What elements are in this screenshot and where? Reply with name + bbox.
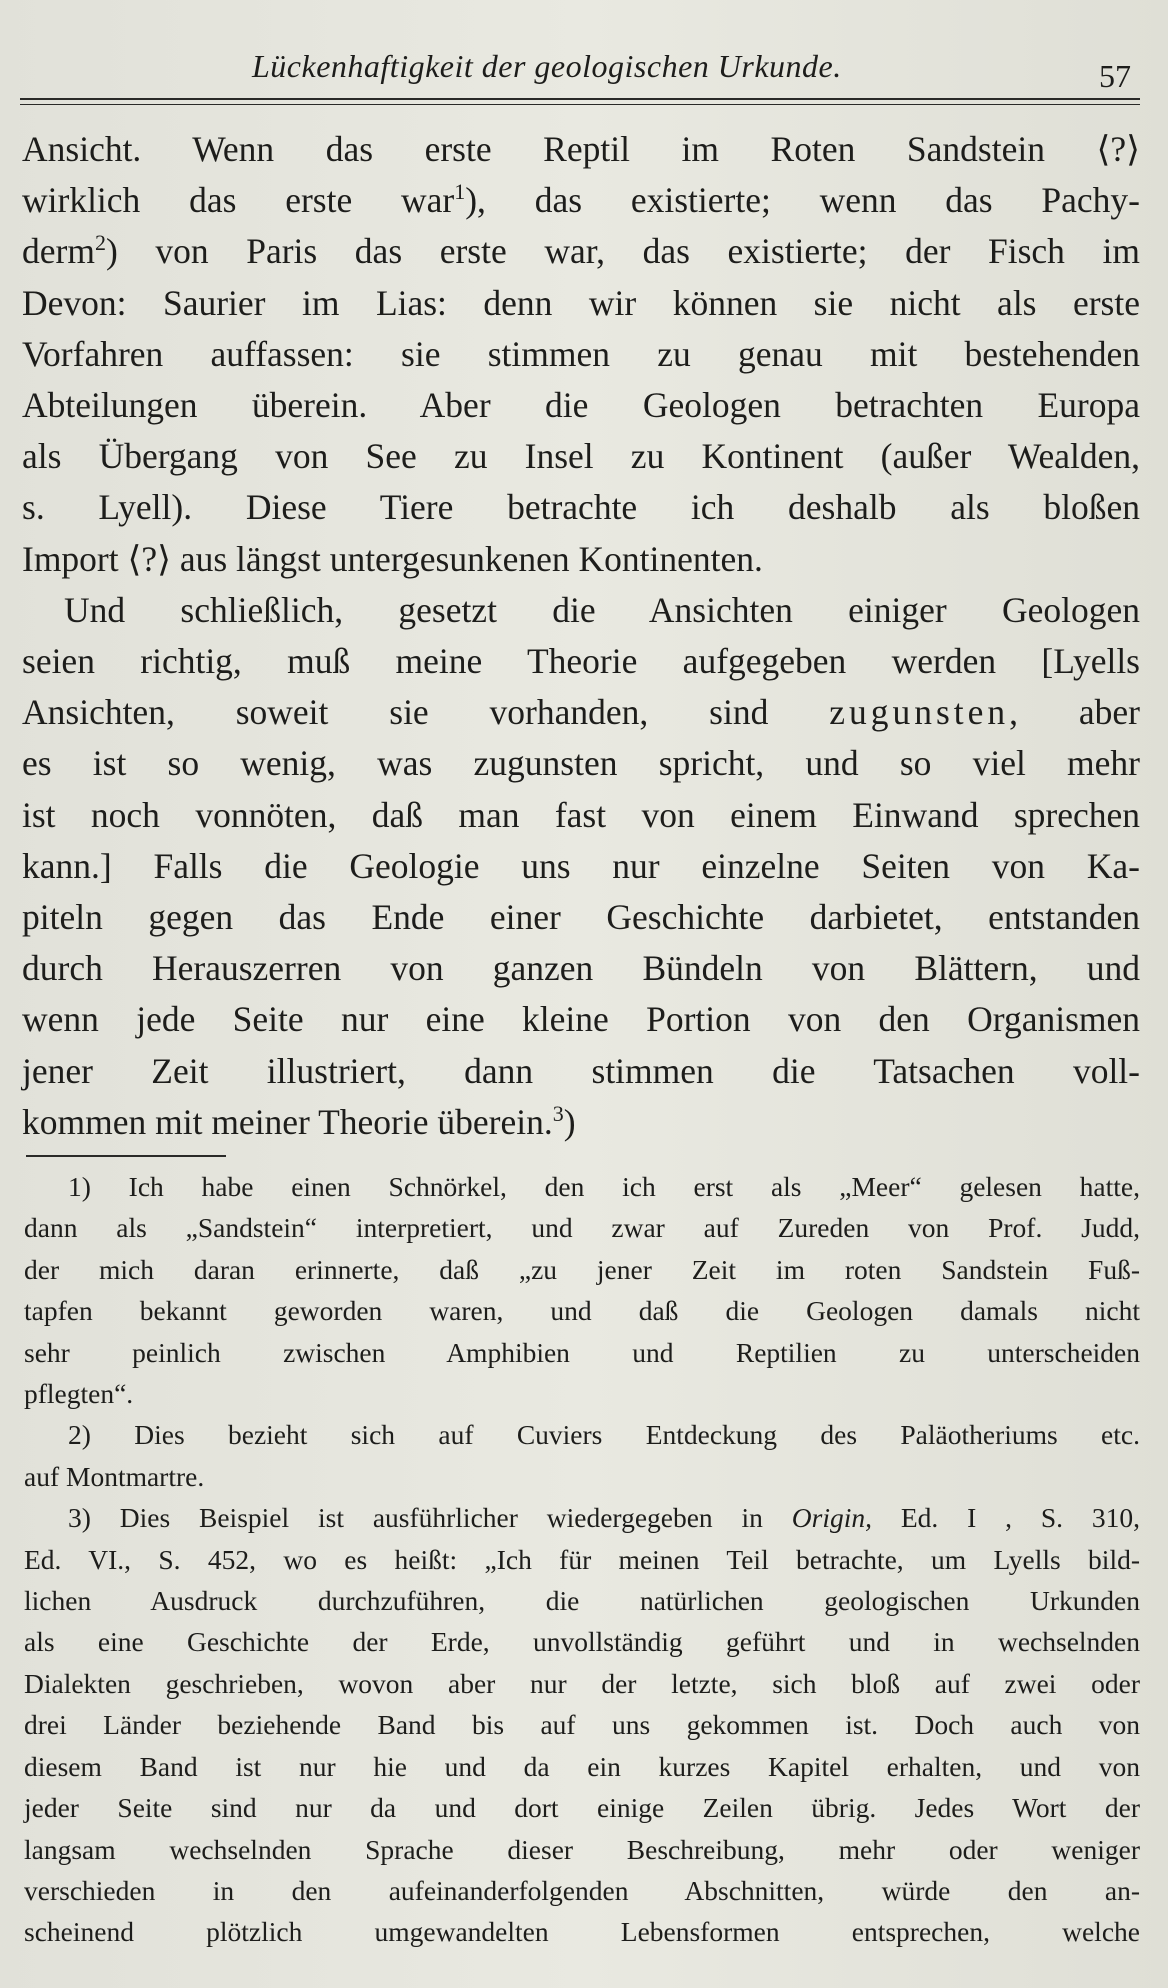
footnote-line: Ed. VI., S. 452, wo es heißt: „Ich für meinen Teil betrachte, um Lyells bild- xyxy=(24,1543,1140,1575)
text-line: Vorfahren auffassen: sie stimmen zu genau mit bestehenden xyxy=(22,333,1140,374)
footnote-ref: 3 xyxy=(552,1101,564,1127)
book-title-origin: Origin, xyxy=(791,1502,873,1534)
text-span: 3) Dies Beispiel ist ausführlicher wiedergegeben in xyxy=(68,1502,763,1534)
text-line xyxy=(22,687,1140,738)
footnote-line: Dialekten geschrieben, wovon aber nur der letzte, sich bloß auf zwei oder xyxy=(24,1667,1140,1699)
text-line: seien richtig, muß meine Theorie aufgegeben werden [Lyells xyxy=(22,641,1140,682)
running-head: Lückenhaftigkeit der geologischen Urkunde. xyxy=(252,48,842,84)
text-span: Ed. I , S. 310, xyxy=(900,1502,1141,1534)
text-span: ), das existierte; wenn das Pachy- xyxy=(465,180,1140,221)
text-span: Ansichten, soweit sie vorhanden, sind xyxy=(22,692,769,733)
text-line: Ansicht. Wenn das erste Reptil im Roten Sandstein ⟨?⟩ xyxy=(22,129,1140,169)
footnote-line: drei Länder beziehende Band bis auf uns gekommen ist. Doch auch von xyxy=(24,1709,1140,1741)
page-header xyxy=(20,48,1140,98)
text-line: jener Zeit illustriert, dann stimmen die Tatsachen voll- xyxy=(22,1050,1140,1091)
footnote-line: sehr peinlich zwischen Amphibien und Reptilien zu unterscheiden xyxy=(24,1336,1140,1368)
text-line: s. Lyell). Diese Tiere betrachte ich deshalb als bloßen xyxy=(22,487,1140,528)
text-line: durch Herauszerren von ganzen Bündeln von Blättern, und xyxy=(22,948,1140,989)
footnote-line: verschieden in den aufeinanderfolgenden Abschnitten, würde den an- xyxy=(24,1874,1140,1906)
footnote-line: langsam wechselnden Sprache dieser Beschreibung, mehr oder weniger xyxy=(24,1833,1140,1865)
footnote-line xyxy=(24,1497,1140,1538)
footnote-rule xyxy=(26,1155,226,1157)
main-text xyxy=(22,124,1140,1148)
text-line xyxy=(22,1097,1140,1148)
text-line: piteln gegen das Ende einer Geschichte darbietet, entstanden xyxy=(22,897,1140,938)
text-line: kann.] Falls die Geologie uns nur einzelne Seiten von Ka- xyxy=(22,845,1140,886)
emphasis-text: zugunsten xyxy=(829,692,1010,733)
footnote-ref: 2 xyxy=(94,230,106,256)
footnote-line: lichen Ausdruck durchzuführen, die natürlichen geologischen Urkunden xyxy=(24,1585,1140,1617)
text-line: Und schließlich, gesetzt die Ansichten einiger Geologen xyxy=(64,589,1140,630)
text-span: ) von Paris das erste war, das existierte; der Fisch im xyxy=(105,231,1140,272)
text-line xyxy=(22,175,1140,226)
text-line xyxy=(22,226,1140,277)
footnote-line: tapfen bekannt geworden waren, und daß die Geologen damals nicht xyxy=(24,1295,1140,1327)
text-line: Devon: Saurier im Lias: denn wir können sie nicht als erste xyxy=(22,282,1140,323)
text-span: kommen mit meiner Theorie überein. xyxy=(22,1101,553,1142)
text-span: derm xyxy=(22,231,95,272)
page-number: 57 xyxy=(1099,58,1131,94)
text-line: Abteilungen überein. Aber die Geologen betrachten Europa xyxy=(22,385,1140,426)
header-rule-thin xyxy=(20,104,1140,105)
text-span: ) xyxy=(563,1101,576,1142)
footnotes xyxy=(24,1166,1140,1953)
footnote-line: 2) Dies bezieht sich auf Cuviers Entdeckung des Paläotheriums etc. xyxy=(68,1419,1140,1451)
text-line: Import ⟨?⟩ aus längst untergesunkenen Kontinenten. xyxy=(22,538,763,579)
text-line: es ist so wenig, was zugunsten spricht, und so viel mehr xyxy=(22,743,1140,784)
text-line: als Übergang von See zu Insel zu Kontinent (außer Wealden, xyxy=(22,436,1140,477)
footnote-line: dann als „Sandstein“ interpretiert, und zwar auf Zureden von Prof. Judd, xyxy=(24,1212,1140,1244)
footnote-line: 1) Ich habe einen Schnörkel, den ich erst als „Meer“ gelesen hatte, xyxy=(68,1171,1140,1202)
footnote-line: auf Montmartre. xyxy=(24,1460,205,1492)
footnote-line: pflegten“. xyxy=(24,1378,134,1410)
footnote-ref: 1 xyxy=(454,179,466,205)
footnote-line: scheinend plötzlich umgewandelten Lebensformen entsprechen, welche xyxy=(24,1916,1140,1948)
footnote-line: als eine Geschichte der Erde, unvollständig geführt und in wechselnden xyxy=(24,1626,1140,1658)
header-rule-thick xyxy=(20,98,1140,100)
text-span: , aber xyxy=(1009,692,1140,733)
footnote-line: der mich daran erinnerte, daß „zu jener Zeit im roten Sandstein Fuß- xyxy=(24,1253,1140,1285)
text-span: wirklich das erste war xyxy=(22,180,455,221)
text-line: wenn jede Seite nur eine kleine Portion von den Organismen xyxy=(22,999,1140,1040)
text-line: ist noch vonnöten, daß man fast von einem Einwand sprechen xyxy=(22,794,1140,835)
footnote-line: diesem Band ist nur hie und da ein kurzes Kapitel erhalten, und von xyxy=(24,1750,1140,1782)
footnote-line: jeder Seite sind nur da und dort einige Zeilen übrig. Jedes Wort der xyxy=(24,1792,1140,1824)
